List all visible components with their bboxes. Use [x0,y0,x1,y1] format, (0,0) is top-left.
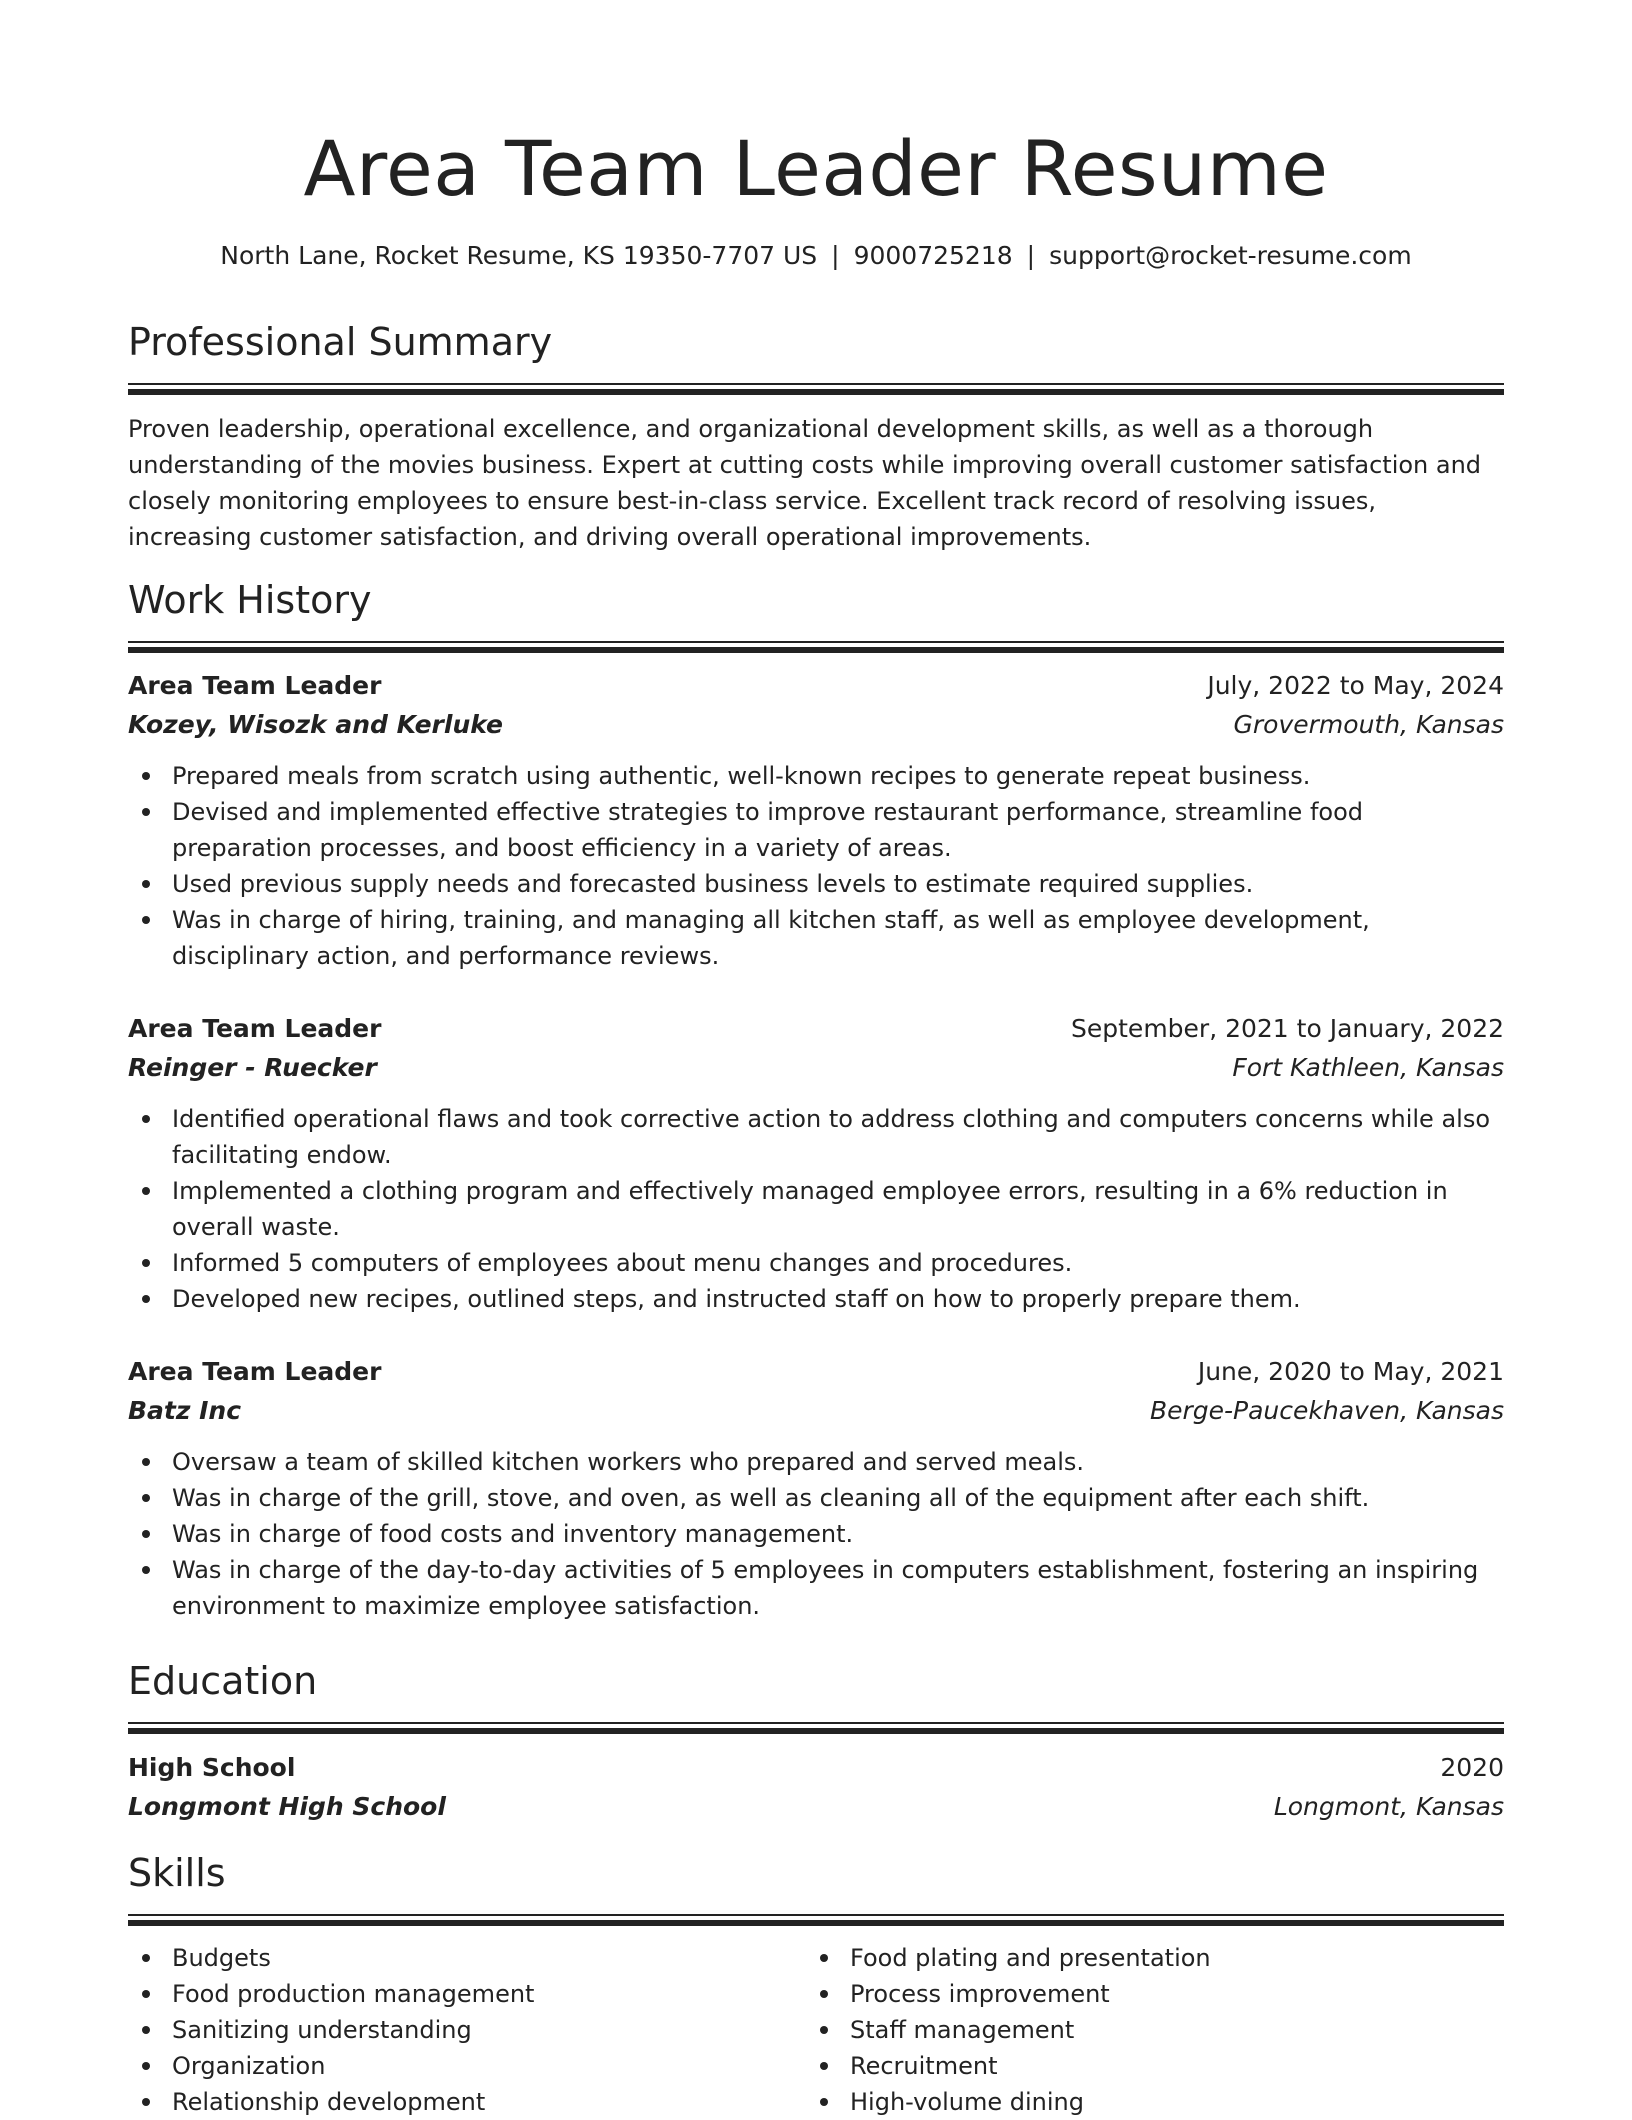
job-title-row [128,1352,1504,1392]
job-company-row [128,1392,1504,1430]
list-item: Used previous supply needs and forecasted business levels to estimate required supplies. [128,866,1504,902]
education-heading: Education [128,1659,318,1703]
skill-item: Relationship development [128,2084,806,2120]
job-title-row [128,666,1504,706]
job-dates: June, 2020 to May, 2021 [1197,1357,1504,1386]
job-location: Fort Kathleen, Kansas [1232,1053,1504,1082]
skill-item: High-volume dining [806,2084,1484,2120]
job-company-row [128,1049,1504,1087]
list-item: Was in charge of the day-to-day activities of 5 employees in computers establishment, fostering an inspiring environment to maximize employee satisfaction. [128,1552,1504,1624]
education-degree: High School [128,1753,296,1782]
list-item: Was in charge of hiring, training, and managing all kitchen staff, as well as employee development, disciplinary action, and performance reviews. [128,902,1504,974]
contact-separator: | [831,241,840,270]
skill-item: Process improvement [806,1976,1484,2012]
skills-column-left [128,1940,806,2120]
job-title: Area Team Leader [128,1357,382,1386]
job-title: Area Team Leader [128,671,382,700]
list-item: Was in charge of food costs and inventory management. [128,1516,1504,1552]
section-rule-thick [128,389,1504,395]
education-entry [128,1748,1504,1826]
skills-column-right [806,1940,1484,2120]
section-rule [128,1722,1504,1724]
skills-columns [128,1940,1504,2120]
work-history-heading: Work History [128,578,372,622]
section-rule [128,641,1504,643]
job-title: Area Team Leader [128,1014,382,1043]
skill-item: Food production management [128,1976,806,2012]
resume-title: Area Team Leader Resume [303,124,1329,213]
job-company: Batz Inc [128,1396,242,1425]
skill-item: Organization [128,2048,806,2084]
skill-item: Staff management [806,2012,1484,2048]
list-item: Informed 5 computers of employees about menu changes and procedures. [128,1245,1504,1281]
job-entry [128,1009,1504,1317]
section-rule-thick [128,1920,1504,1926]
summary-heading: Professional Summary [128,320,553,364]
skill-item: Recruitment [806,2048,1484,2084]
list-item: Prepared meals from scratch using authentic, well-known recipes to generate repeat business. [128,758,1504,794]
job-entry [128,1352,1504,1624]
skills-heading: Skills [128,1851,226,1895]
job-location: Grovermouth, Kansas [1233,710,1504,739]
job-dates: September, 2021 to January, 2022 [1071,1014,1504,1043]
job-bullets [128,758,1504,974]
section-rule [128,383,1504,385]
education-title-row [128,1748,1504,1788]
contact-separator: | [1026,241,1036,270]
contact-line [128,236,1504,276]
contact-phone: 9000725218 [853,241,1013,270]
summary-text: Proven leadership, operational excellence, and organizational development skills, as well as a thorough understanding of the movies business. Expert at cutting costs while improving overall customer satisfaction and closely monitoring employees to ensure best-in-class service. Excellent track record of resolving issues, increasing customer satisfaction, and driving overall operational improvements. [128,415,1482,551]
education-location: Longmont, Kansas [1273,1792,1504,1821]
summary-section [128,318,1504,555]
skill-item: Sanitizing understanding [128,2012,806,2048]
job-company-row [128,706,1504,744]
resume-page [128,0,1504,2116]
job-bullets [128,1444,1504,1624]
section-rule-thick [128,647,1504,653]
list-item: Was in charge of the grill, stove, and oven, as well as cleaning all of the equipment after each shift. [128,1480,1504,1516]
job-entry [128,666,1504,974]
list-item: Identified operational flaws and took corrective action to address clothing and computers concerns while also facilitating endow. [128,1101,1504,1173]
work-history-section [128,576,1504,653]
list-item: Developed new recipes, outlined steps, and instructed staff on how to properly prepare them. [128,1281,1504,1317]
list-item: Devised and implemented effective strategies to improve restaurant performance, streamline food preparation processes, and boost efficiency in a variety of areas. [128,794,1504,866]
skill-item: Food plating and presentation [806,1940,1484,1976]
education-year: 2020 [1440,1753,1504,1782]
list-item: Implemented a clothing program and effectively managed employee errors, resulting in a 6% reduction in overall waste. [128,1173,1504,1245]
education-school: Longmont High School [128,1792,446,1821]
section-rule-thick [128,1728,1504,1734]
job-location: Berge-Paucekhaven, Kansas [1149,1396,1504,1425]
job-company: Reinger - Ruecker [128,1053,377,1082]
skill-item: Budgets [128,1940,806,1976]
job-bullets [128,1101,1504,1317]
contact-address: North Lane, Rocket Resume, KS 19350-7707 US [220,241,818,270]
job-title-row [128,1009,1504,1049]
section-rule [128,1914,1504,1916]
education-school-row [128,1788,1504,1826]
job-company: Kozey, Wisozk and Kerluke [128,710,503,739]
job-dates: July, 2022 to May, 2024 [1207,671,1504,700]
education-section [128,1657,1504,1826]
list-item: Oversaw a team of skilled kitchen workers who prepared and served meals. [128,1444,1504,1480]
skills-section [128,1849,1504,2120]
contact-email[interactable]: support@rocket-resume.com [1049,241,1412,270]
